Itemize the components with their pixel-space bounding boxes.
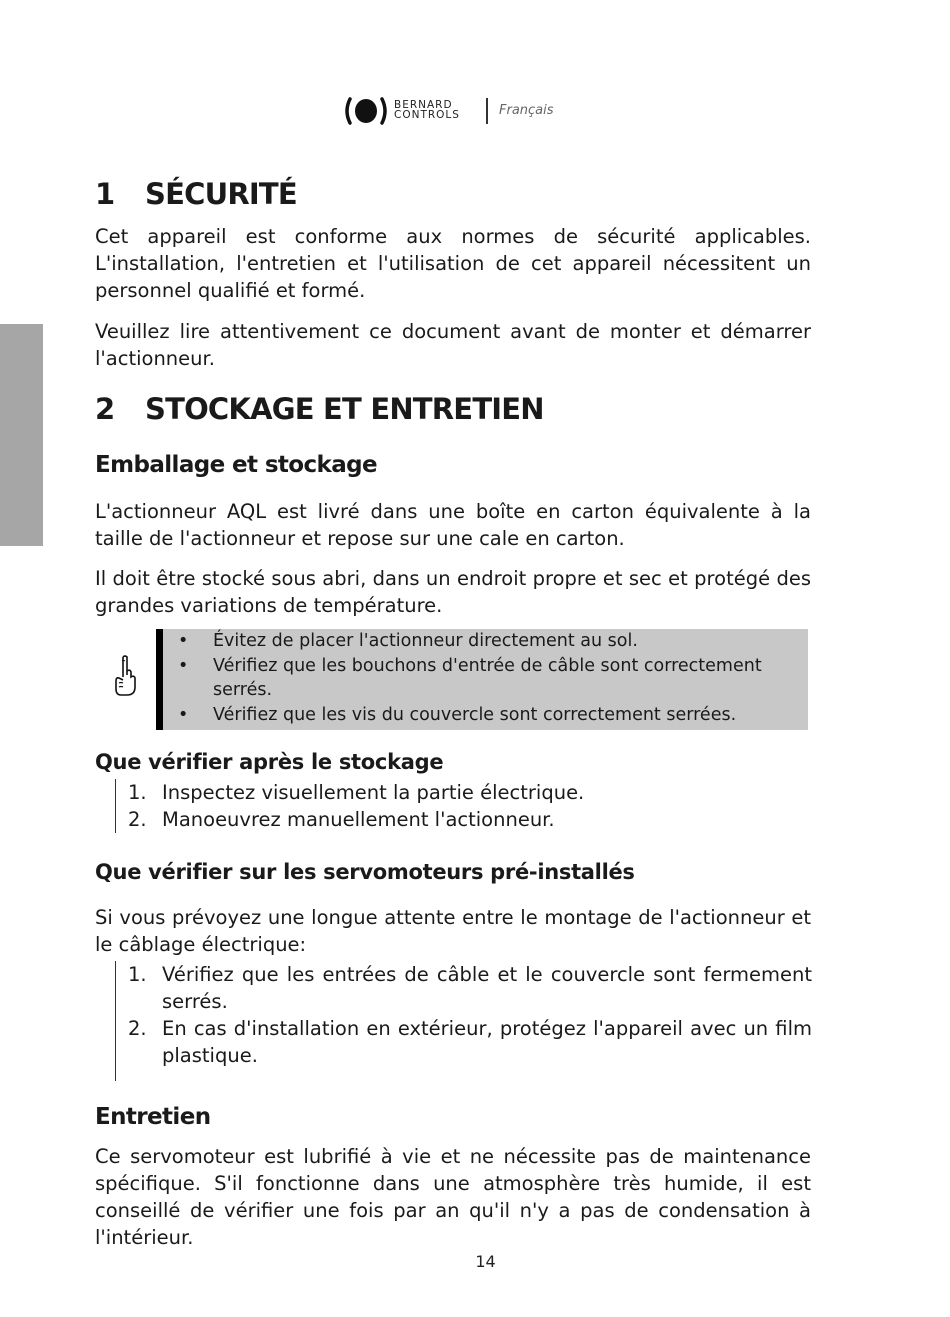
note-item-text: Évitez de placer l'actionneur directement au sol. [213,631,638,651]
brand-line2: CONTROLS [394,109,460,121]
section-1-number: 1 [95,177,115,211]
step-text: Inspectez visuellement la partie électrique. [162,781,585,804]
header-language: Français [499,103,554,118]
section-2-heading [95,392,544,426]
side-tab-marker [0,324,43,546]
step-item [126,961,812,1015]
bullet: • [178,704,189,725]
preinstalled-intro: Si vous prévoyez une longue attente entre le montage de l'actionneur et le câblage électrique: [95,906,811,956]
step-number: 1. [128,781,147,804]
section-1-heading [95,177,297,211]
page-number: 14 [475,1252,496,1271]
brand-logo [343,97,478,125]
bernard-controls-logo-icon [343,97,389,125]
storage-note-list [163,629,808,727]
step-text: Vérifiez que les entrées de câble et le couvercle sont fermement serrés. [162,963,812,1013]
packaging-paragraph-1: L'actionneur AQL est livré dans une boîte en carton équivalente à la taille de l'actionneur et repose sur une cale en carton. [95,500,811,550]
note-item-text: Vérifiez que les vis du couvercle sont correctement serrées. [213,704,737,725]
bullet: • [178,631,189,651]
section-1-title: SÉCURITÉ [145,177,297,211]
preinstalled-steps [115,961,812,1081]
after-storage-heading: Que vérifier après le stockage [95,750,444,774]
maintenance-paragraph: Ce servomoteur est lubrifié à vie et ne nécessite pas de maintenance spécifique. S'il fonctionne dans une atmosphère très humide, il est conseillé de vérifier une fois par an qu'il n'y a pas de condensation à l'intérieur. [95,1145,811,1249]
step-number: 2. [128,808,147,831]
step-item [126,1015,812,1069]
maintenance-heading: Entretien [95,1104,211,1130]
packaging-paragraph-2: Il doit être stocké sous abri, dans un endroit propre et sec et protégé des grandes variations de température. [95,567,811,617]
bullet: • [178,655,189,676]
step-number: 1. [128,963,147,986]
storage-note-box [156,629,808,730]
page-header [0,94,950,128]
section-2-number: 2 [95,392,115,426]
note-item [163,703,808,728]
step-text: Manoeuvrez manuellement l'actionneur. [162,808,555,831]
safety-paragraph-2: Veuillez lire attentivement ce document avant de monter et démarrer l'actionneur. [95,320,811,370]
note-item [163,629,808,654]
note-item [163,654,808,703]
brand-name [394,100,460,120]
step-item [126,806,812,833]
after-storage-steps [115,779,812,833]
step-item [126,779,812,806]
header-divider [486,98,488,124]
safety-paragraph-1: Cet appareil est conforme aux normes de sécurité applicables. L'installation, l'entretien et l'utilisation de cet appareil nécessitent un personnel qualifié et formé. [95,225,811,302]
note-item-text: Vérifiez que les bouchons d'entrée de câble sont correctement serrés. [213,655,762,700]
packaging-heading: Emballage et stockage [95,452,378,478]
step-text: En cas d'installation en extérieur, protégez l'appareil avec un film plastique. [162,1017,812,1067]
step-number: 2. [128,1017,147,1040]
pointing-hand-icon [113,655,137,697]
brand-line1: BERNARD [394,99,453,111]
preinstalled-heading: Que vérifier sur les servomoteurs pré-installés [95,860,635,884]
section-2-title: STOCKAGE ET ENTRETIEN [145,392,544,426]
